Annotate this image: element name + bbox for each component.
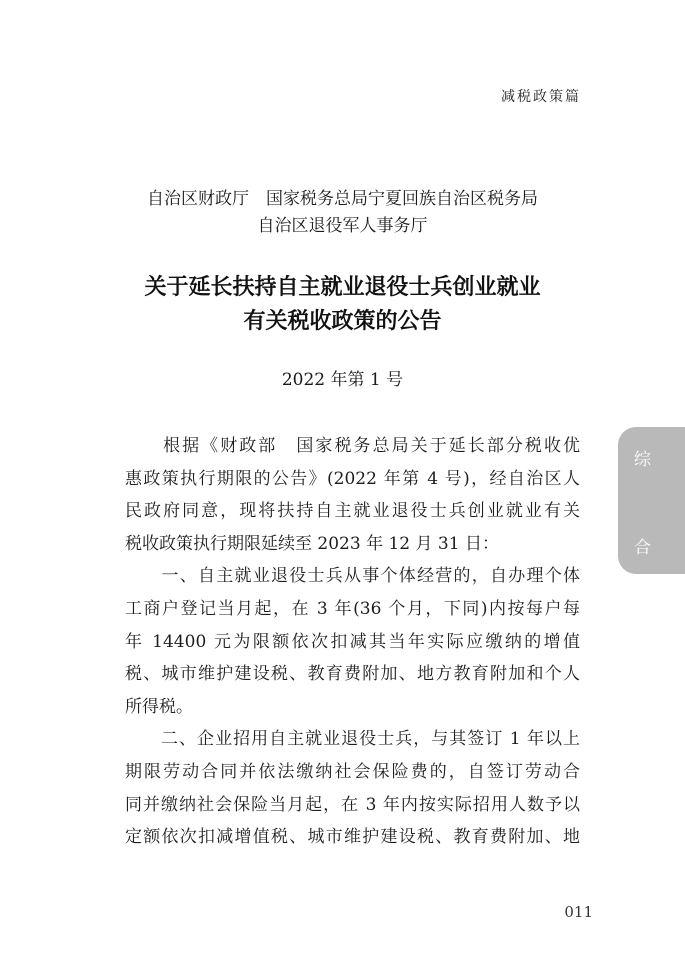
text-line: 工商户登记当月起，在 3 年(36 个月，下同)内按每户每	[125, 598, 580, 619]
announcement-title	[0, 270, 685, 338]
section-tab-char: 合	[634, 538, 651, 558]
text-line: 二、企业招用自主就业退役士兵，与其签订 1 年以上	[125, 729, 580, 750]
text-line: 所得税。	[125, 696, 193, 717]
issuer-line: 自治区退役军人事务厅	[257, 216, 428, 236]
section-tab	[618, 427, 685, 574]
text-line: 税收政策执行期限延续至 2023 年 12 月 31 日：	[125, 533, 499, 554]
title-line: 有关税收政策的公告	[243, 308, 442, 334]
page-number: 011	[564, 903, 593, 921]
running-header: 减税政策篇	[501, 89, 581, 105]
text-line: 一、自主就业退役士兵从事个体经营的，自办理个体	[125, 566, 580, 587]
issuer-line: 自治区财政厅 国家税务总局宁夏回族自治区税务局	[147, 189, 538, 209]
document-number: 2022 年第 1 号	[281, 370, 404, 390]
text-line: 同并缴纳社会保险当月起，在 3 年内按实际招用人数予以	[125, 794, 580, 815]
text-line: 期限劳动合同并依法缴纳社会保险费的，自签订劳动合	[125, 761, 580, 782]
paragraph-item-2	[125, 723, 580, 853]
text-line: 年 14400 元为限额依次扣减其当年实际应缴纳的增值	[125, 631, 580, 652]
issuing-authorities	[0, 186, 685, 240]
body-text	[125, 430, 580, 854]
title-line: 关于延长扶持自主就业退役士兵创业就业	[144, 274, 541, 300]
text-line: 根据《财政部 国家税务总局关于延长部分税收优	[125, 436, 580, 456]
text-line: 税、城市维护建设税、教育费附加、地方教育附加和个人	[125, 664, 580, 685]
text-line: 定额依次扣减增值税、城市维护建设税、教育费附加、地	[125, 827, 580, 848]
text-line: 民政府同意，现将扶持自主就业退役士兵创业就业有关	[125, 501, 580, 522]
paragraph-intro	[125, 430, 580, 560]
section-tab-char: 综	[634, 450, 651, 470]
paragraph-item-1	[125, 560, 580, 723]
text-line: 惠政策执行期限的公告》(2022 年第 4 号)，经自治区人	[125, 468, 580, 489]
